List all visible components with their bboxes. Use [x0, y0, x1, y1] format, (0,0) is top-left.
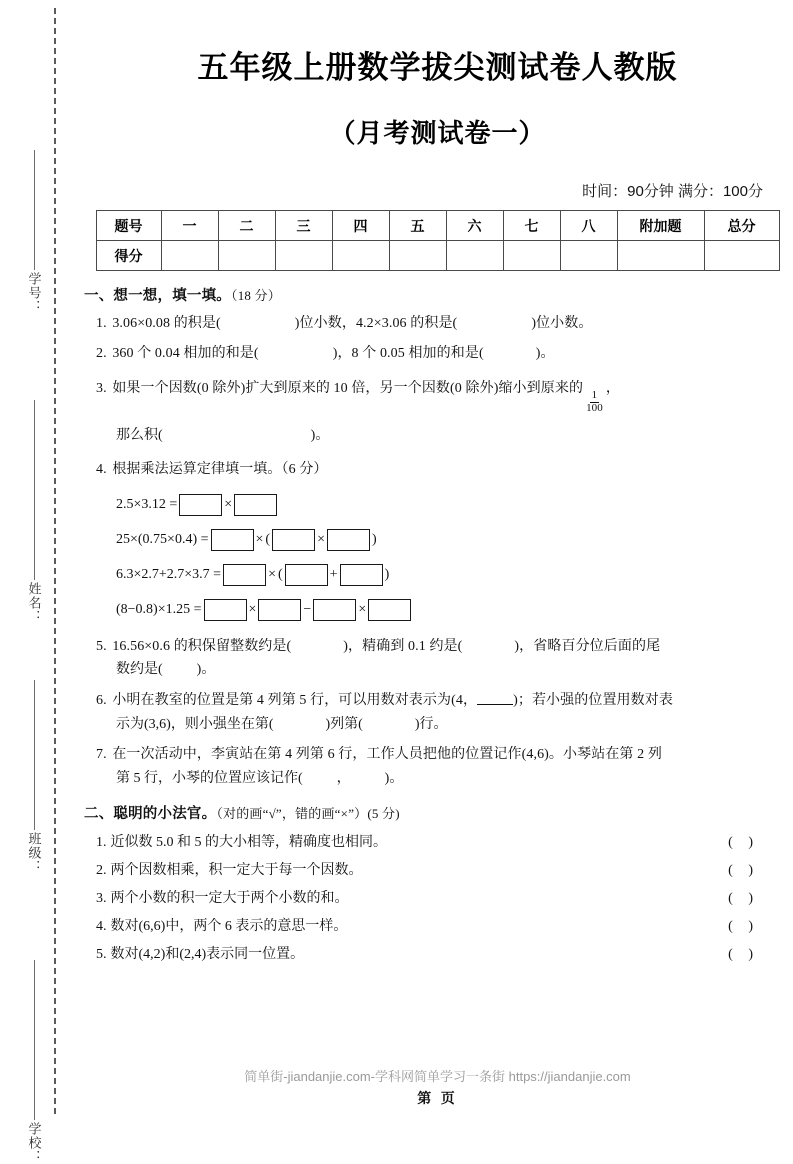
- question-7-line2-b: ，: [336, 770, 351, 786]
- exam-sheet: [82, 0, 793, 1122]
- question-6-text-a: 小明在教室的位置是第 4 列第 5 行，可以用数对表示为(4，: [112, 692, 478, 708]
- score-cell-1[interactable]: [161, 241, 218, 271]
- question-2-text-a: 360 个 0.04 相加的和是(: [112, 345, 259, 361]
- question-1-text-c: )位小数。: [531, 316, 593, 331]
- question-3-text-a: 如果一个因数(0 除外)扩大到原来的 10 倍，另一个因数(0 除外)缩小到原来的: [112, 381, 584, 397]
- question-3-line2: [116, 425, 793, 447]
- fill-box[interactable]: [327, 529, 370, 551]
- question-7: [96, 744, 793, 766]
- score-cell-5[interactable]: [389, 241, 446, 271]
- question-6-line2-b: )列第(: [325, 716, 363, 732]
- table-row: [96, 241, 779, 271]
- score-table-col-total: 总分: [704, 211, 779, 241]
- question-3: [96, 378, 793, 415]
- list-item: [96, 915, 793, 935]
- score-cell-3[interactable]: [275, 241, 332, 271]
- fill-box[interactable]: [368, 599, 411, 621]
- source-watermark: 简单街-jiandanjie.com-学科网简单学习一条街 https://jiandanjie.com: [244, 1069, 631, 1084]
- fill-box[interactable]: [340, 564, 383, 586]
- page-number: 第 页: [417, 1092, 458, 1107]
- score-table-row-label: 题号: [96, 211, 161, 241]
- student-id-label: 学号：: [26, 272, 42, 314]
- question-1: [96, 313, 793, 335]
- exam-meta: 时间：90分钟 满分：100分: [582, 183, 763, 200]
- question-5-line2-a: 数约是(: [116, 662, 163, 678]
- student-name-field: [14, 400, 54, 624]
- section-two-title: 二、聪明的小法官。: [84, 805, 217, 822]
- score-table-col-extra: 附加题: [617, 211, 704, 241]
- table-row: [96, 211, 779, 241]
- judge-item-1-number: 1.: [96, 834, 107, 850]
- question-5-line2: [116, 659, 793, 681]
- question-7-line2: [116, 768, 793, 790]
- question-5-text-c: )，省略百分位后面的尾: [514, 638, 661, 654]
- question-1-number: 1.: [96, 316, 107, 331]
- score-cell-total[interactable]: [704, 241, 779, 271]
- score-cell-extra[interactable]: [617, 241, 704, 271]
- score-table-col-5: 五: [389, 211, 446, 241]
- binding-margin-rail: [0, 0, 82, 1164]
- score-table-col-2: 二: [218, 211, 275, 241]
- score-table-row-label: 得分: [96, 241, 161, 271]
- student-id-rule: [34, 150, 35, 270]
- right-paren: ): [372, 531, 377, 547]
- question-3-line2-a: 那么积(: [116, 428, 163, 444]
- equation-2-op-1: ×: [255, 531, 264, 547]
- school-rule: [34, 960, 35, 1120]
- equation-4-op-2: −: [303, 601, 312, 617]
- class-field: [14, 680, 54, 874]
- equation-row-2: [116, 529, 793, 551]
- question-5: [96, 636, 793, 658]
- student-name-rule: [34, 400, 35, 580]
- equation-row-4: [116, 599, 793, 621]
- judge-item-4-number: 4.: [96, 918, 107, 934]
- question-6-text-b: )；若小强的位置用数对表: [513, 692, 673, 708]
- fill-box[interactable]: [313, 599, 356, 621]
- judge-item-1-text: 近似数 5.0 和 5 的大小相等，精确度也相同。: [110, 834, 387, 850]
- fraction-denominator: 100: [586, 402, 603, 415]
- question-4-prompt: 根据乘法运算定律填一填。: [112, 461, 282, 477]
- left-paren: (: [265, 531, 271, 547]
- equation-2-lhs: 25×(0.75×0.4) =: [116, 531, 209, 547]
- list-item: [96, 859, 793, 879]
- equation-1-lhs: 2.5×3.12 =: [116, 496, 178, 512]
- equation-4-lhs: (8−0.8)×1.25 =: [116, 601, 202, 617]
- fraction-one-hundredth: [584, 390, 605, 415]
- score-cell-7[interactable]: [503, 241, 560, 271]
- fill-box[interactable]: [272, 529, 315, 551]
- question-2-text-b: )，8 个 0.05 相加的和是(: [332, 345, 484, 361]
- question-3-line2-b: )。: [310, 428, 330, 444]
- fraction-numerator: 1: [591, 389, 598, 402]
- section-one-title: 一、想一想，填一填。: [84, 288, 231, 304]
- school-field: [14, 960, 54, 1164]
- score-cell-4[interactable]: [332, 241, 389, 271]
- question-7-number: 7.: [96, 747, 107, 763]
- question-7-line2-a: 第 5 行，小琴的位置应该记作(: [116, 770, 303, 786]
- right-paren: ): [384, 566, 390, 582]
- judge-item-4-text: 数对(6,6)中，两个 6 表示的意思一样。: [110, 918, 348, 934]
- equation-row-3: [116, 564, 793, 586]
- fill-box[interactable]: [204, 599, 247, 621]
- equation-4-op-3: ×: [358, 601, 367, 617]
- question-4-number: 4.: [96, 461, 107, 477]
- equation-1-op-1: ×: [224, 496, 233, 512]
- equation-3-op-1: ×: [268, 566, 276, 582]
- section-two-points: (5 分): [367, 805, 400, 821]
- question-3-number: 3.: [96, 381, 107, 397]
- fill-box[interactable]: [223, 564, 266, 586]
- question-2: [96, 343, 793, 365]
- score-table-col-7: 七: [503, 211, 560, 241]
- judge-item-5-text: 数对(4,2)和(2,4)表示同一位置。: [110, 946, 305, 962]
- equation-3-op-2: +: [329, 566, 338, 582]
- list-item: [96, 831, 793, 851]
- question-4-points: （6 分）: [281, 461, 328, 477]
- fill-box[interactable]: [285, 564, 328, 586]
- score-table-col-6: 六: [446, 211, 503, 241]
- judge-item-2-text: 两个因数相乘，积一定大于每一个因数。: [110, 862, 363, 878]
- question-5-text-a: 16.56×0.6 的积保留整数约是(: [112, 638, 292, 654]
- list-item: [96, 943, 793, 963]
- judge-item-5-number: 5.: [96, 946, 107, 962]
- judge-item-2-number: 2.: [96, 862, 107, 878]
- question-2-number: 2.: [96, 345, 107, 361]
- equation-3-lhs: 6.3×2.7+2.7×3.7 =: [116, 566, 222, 582]
- question-1-text-a: 3.06×0.08 的积是(: [112, 316, 221, 331]
- student-name-label: 姓名：: [26, 582, 42, 624]
- judge-item-5-answer[interactable]: ( ): [728, 946, 759, 962]
- question-7-line2-c: )。: [384, 770, 404, 786]
- section-two-rule: （对的画“√”，错的画“×”）: [216, 805, 368, 821]
- left-paren: (: [278, 566, 283, 582]
- answer-underline-blank[interactable]: [477, 692, 513, 705]
- question-6-line2: [116, 714, 793, 736]
- fill-box[interactable]: [234, 494, 277, 516]
- question-3-text-b: ，: [605, 381, 620, 397]
- question-6-line2-a: 示为(3,6)，则小强坐在第(: [116, 716, 274, 732]
- question-1-text-b: )位小数，4.2×3.06 的积是(: [294, 316, 458, 331]
- question-4: [96, 459, 793, 481]
- score-cell-2[interactable]: [218, 241, 275, 271]
- judge-item-4-answer[interactable]: ( ): [728, 918, 759, 934]
- question-6-line2-c: )行。: [414, 716, 448, 732]
- question-6: [96, 690, 793, 712]
- score-table-col-1: 一: [161, 211, 218, 241]
- score-table-col-3: 三: [275, 211, 332, 241]
- question-7-text-a: 在一次活动中，李寅站在第 4 列第 6 行，工作人员把他的位置记作(4,6)。小琴站在第 2 列: [112, 747, 662, 763]
- question-5-number: 5.: [96, 638, 107, 654]
- class-rule: [34, 680, 35, 830]
- section-one-heading: [84, 284, 793, 305]
- equation-2-op-2: ×: [317, 531, 325, 547]
- judge-item-3-number: 3.: [96, 890, 107, 906]
- school-label: 学校：: [26, 1122, 42, 1164]
- page-title: 五年级上册数学拔尖测试卷人教版: [197, 50, 678, 86]
- class-label: 班级：: [26, 832, 42, 874]
- judge-item-3-text: 两个小数的积一定大于两个小数的和。: [110, 890, 349, 906]
- section-two-heading: [84, 802, 793, 823]
- fill-box[interactable]: [211, 529, 254, 551]
- cut-dashed-line: [54, 8, 56, 1114]
- equation-4-op-1: ×: [248, 601, 257, 617]
- judge-item-2-answer[interactable]: ( ): [728, 862, 759, 878]
- fill-box[interactable]: [179, 494, 222, 516]
- question-6-number: 6.: [96, 692, 107, 708]
- judge-item-1-answer[interactable]: ( ): [728, 834, 759, 850]
- fill-box[interactable]: [258, 599, 301, 621]
- score-table-col-8: 八: [560, 211, 617, 241]
- equation-row-1: [116, 494, 793, 516]
- question-5-line2-b: )。: [196, 662, 216, 678]
- section-one-points: （18 分）: [231, 288, 281, 303]
- question-5-text-b: )，精确到 0.1 约是(: [343, 638, 463, 654]
- score-table: [96, 210, 780, 271]
- judge-item-3-answer[interactable]: ( ): [728, 890, 759, 906]
- list-item: [96, 887, 793, 907]
- score-cell-6[interactable]: [446, 241, 503, 271]
- score-cell-8[interactable]: [560, 241, 617, 271]
- student-id-field: [14, 150, 54, 314]
- page-subtitle: （月考测试卷一）: [329, 119, 546, 149]
- question-2-text-c: )。: [535, 345, 555, 361]
- score-table-col-4: 四: [332, 211, 389, 241]
